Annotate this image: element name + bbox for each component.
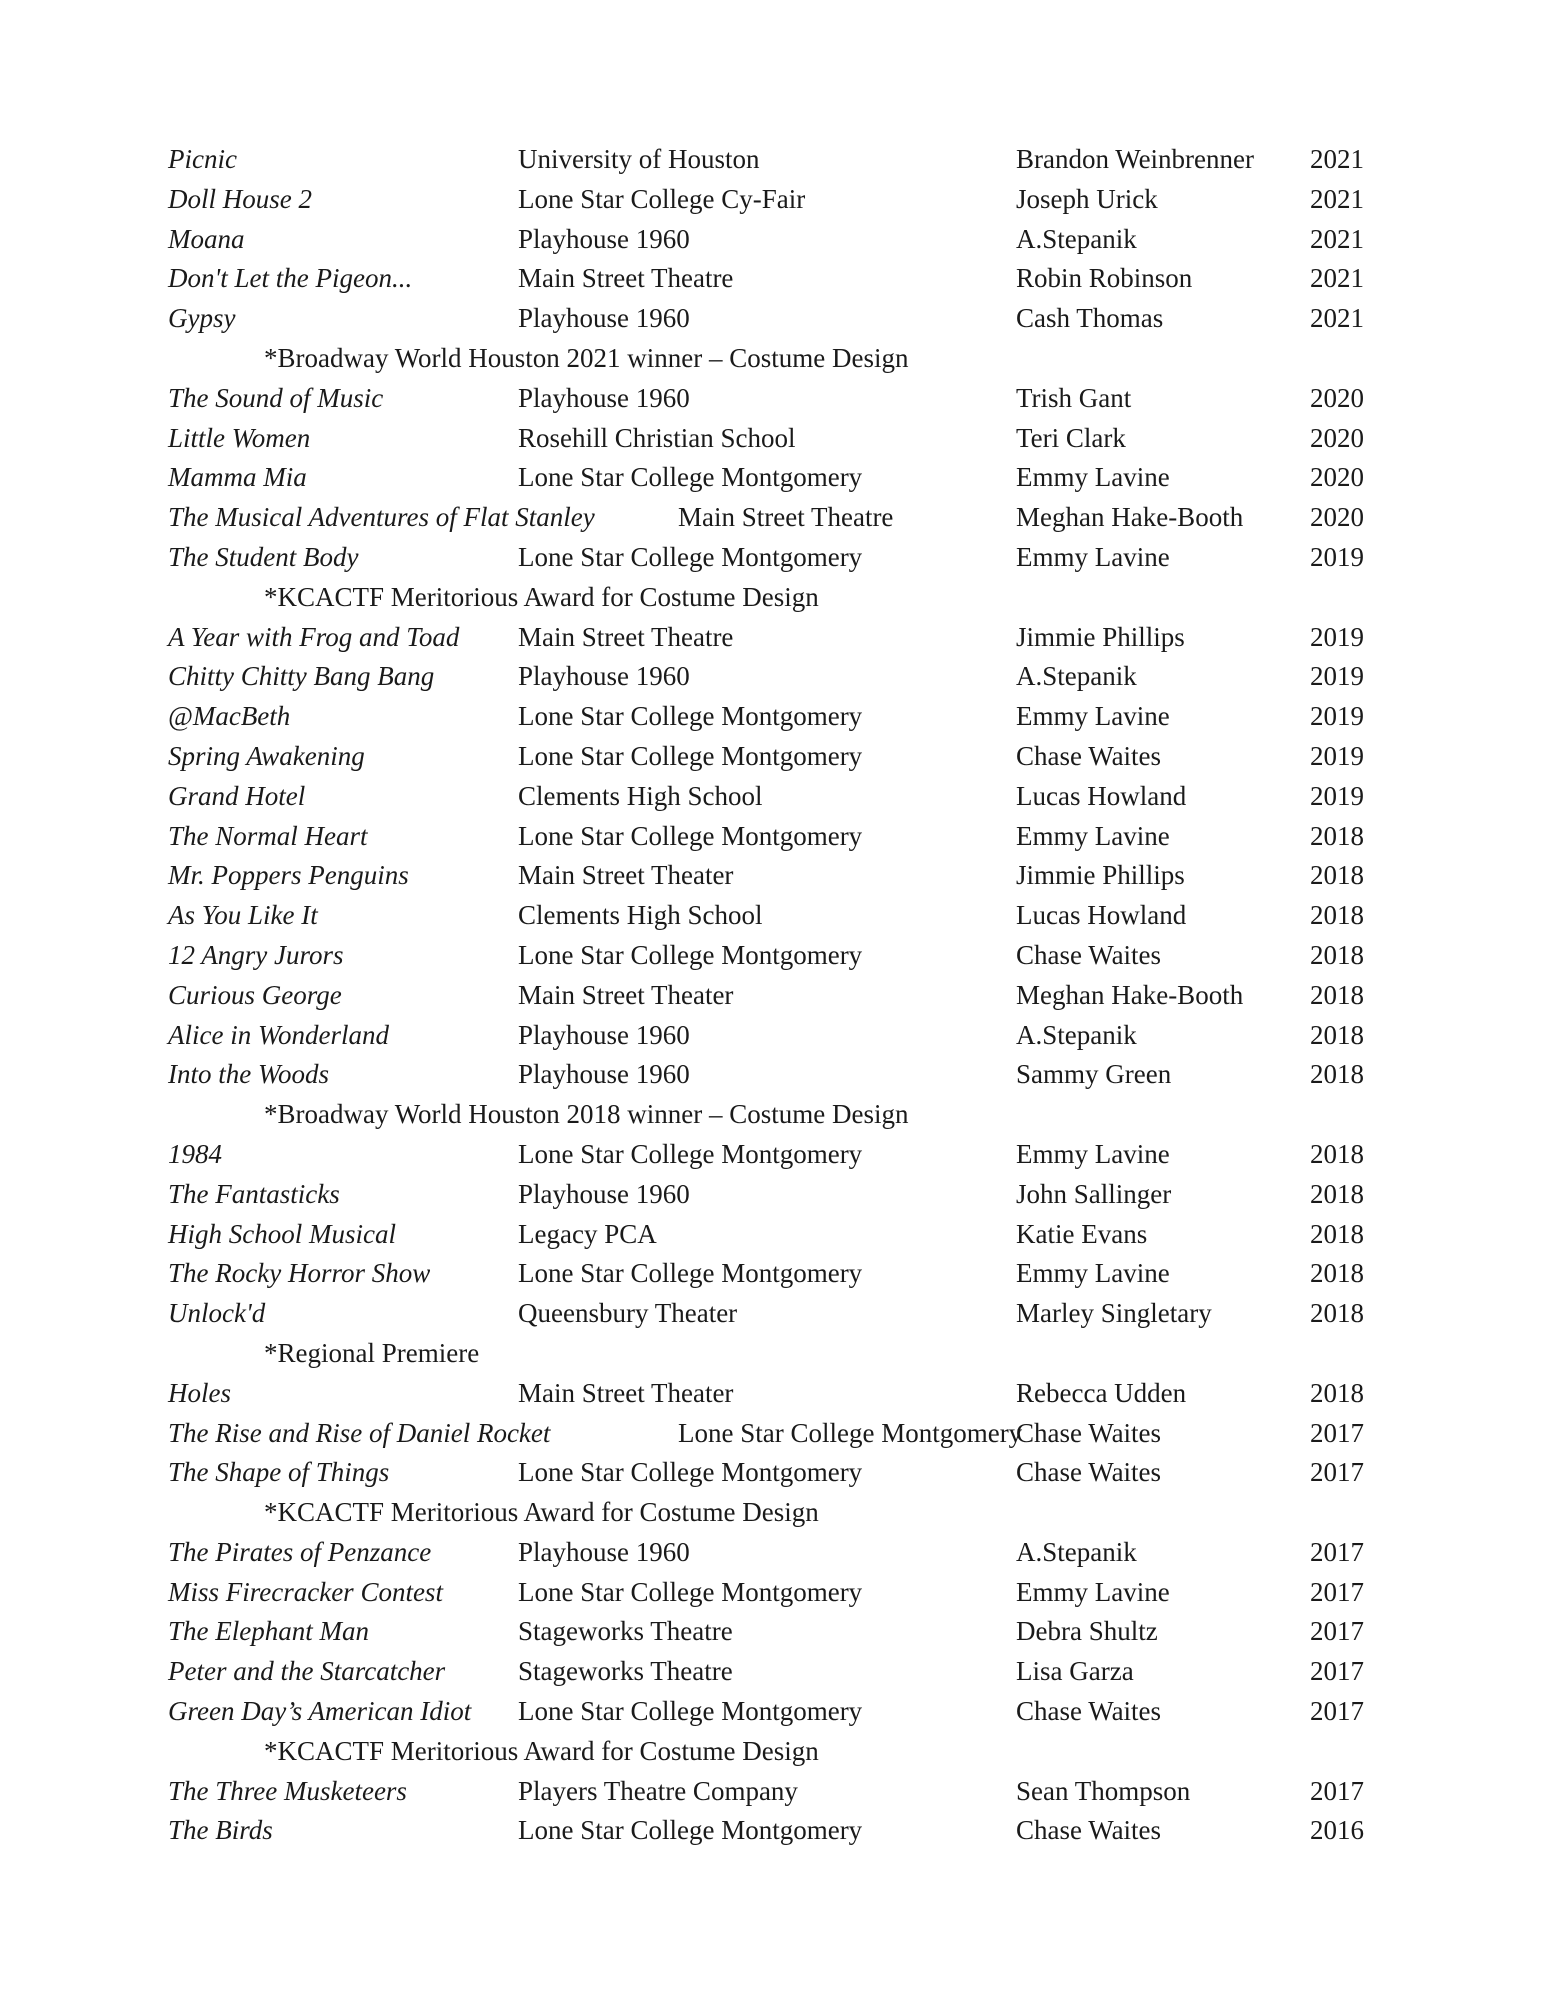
production-year: 2018 <box>1310 1258 1364 1289</box>
production-director: Lucas Howland <box>1016 780 1187 811</box>
production-year: 2018 <box>1310 1298 1364 1329</box>
production-director: John Sallinger <box>1016 1178 1172 1209</box>
production-director: Katie Evans <box>1016 1218 1148 1249</box>
production-year: 2018 <box>1310 1059 1364 1090</box>
award-note: *KCACTF Meritorious Award for Costume Design <box>264 1735 819 1766</box>
production-director: Jimmie Phillips <box>1016 860 1185 891</box>
production-year: 2018 <box>1310 1377 1364 1408</box>
production-year: 2018 <box>1310 939 1364 970</box>
production-year: 2021 <box>1310 303 1364 334</box>
production-director: Meghan Hake-Booth <box>1016 979 1244 1010</box>
production-title: Mamma Mia <box>168 462 307 493</box>
production-year: 2021 <box>1310 183 1364 214</box>
production-year: 2017 <box>1310 1656 1364 1687</box>
production-venue: Lone Star College Montgomery <box>518 740 863 771</box>
production-row <box>168 856 1398 896</box>
production-row <box>168 538 1398 578</box>
production-venue: Playhouse 1960 <box>518 1178 690 1209</box>
production-row <box>168 618 1398 658</box>
production-director: A.Stepanik <box>1016 1536 1137 1567</box>
production-row <box>168 220 1398 260</box>
production-row <box>168 140 1398 180</box>
production-row <box>168 1016 1398 1056</box>
production-row <box>168 936 1398 976</box>
production-title: As You Like It <box>168 900 318 931</box>
production-list <box>168 140 1398 1851</box>
production-title: Unlock'd <box>168 1298 266 1329</box>
production-row <box>168 1533 1398 1573</box>
production-title: Moana <box>168 223 245 254</box>
production-row <box>168 817 1398 857</box>
award-note: *KCACTF Meritorious Award for Costume Design <box>264 581 819 612</box>
production-row <box>168 1254 1398 1294</box>
production-director: Emmy Lavine <box>1016 1138 1170 1169</box>
production-year: 2018 <box>1310 1218 1364 1249</box>
production-year: 2017 <box>1310 1696 1364 1727</box>
production-year: 2021 <box>1310 263 1364 294</box>
production-director: Jimmie Phillips <box>1016 621 1185 652</box>
production-title: The Fantasticks <box>168 1178 340 1209</box>
production-venue: University of Houston <box>518 144 760 174</box>
production-director: Emmy Lavine <box>1016 1576 1170 1607</box>
production-row <box>168 777 1398 817</box>
production-title: Spring Awakening <box>168 740 365 771</box>
production-year: 2019 <box>1310 541 1364 572</box>
production-row <box>168 1175 1398 1215</box>
production-year: 2019 <box>1310 621 1364 652</box>
production-title: The Three Musketeers <box>168 1775 407 1806</box>
production-row <box>168 1374 1398 1414</box>
production-director: Chase Waites <box>1016 1457 1162 1488</box>
production-row <box>168 419 1398 459</box>
production-row <box>168 379 1398 419</box>
production-director: Lisa Garza <box>1016 1656 1134 1687</box>
production-title: The Rise and Rise of Daniel Rocket <box>168 1417 551 1448</box>
award-note: *Broadway World Houston 2021 winner – Costume Design <box>264 342 909 373</box>
production-venue: Players Theatre Company <box>518 1775 798 1806</box>
production-director: Sean Thompson <box>1016 1775 1191 1806</box>
production-venue: Playhouse 1960 <box>518 303 690 334</box>
production-row <box>168 697 1398 737</box>
production-title: Picnic <box>168 144 237 174</box>
production-title: Grand Hotel <box>168 780 306 811</box>
production-venue: Stageworks Theatre <box>518 1656 733 1687</box>
production-row <box>168 1612 1398 1652</box>
production-year: 2017 <box>1310 1616 1364 1647</box>
production-title: Gypsy <box>168 303 236 334</box>
award-note: *Regional Premiere <box>264 1337 480 1368</box>
award-note: *Broadway World Houston 2018 winner – Costume Design <box>264 1099 909 1130</box>
production-title: Curious George <box>168 979 342 1010</box>
production-title: The Elephant Man <box>168 1616 369 1647</box>
production-year: 2018 <box>1310 860 1364 891</box>
production-year: 2019 <box>1310 780 1364 811</box>
production-title: Holes <box>168 1377 231 1408</box>
production-row <box>168 458 1398 498</box>
production-title: Into the Woods <box>168 1059 329 1090</box>
production-director: Chase Waites <box>1016 1815 1162 1846</box>
production-venue: Lone Star College Montgomery <box>518 820 863 851</box>
production-year: 2018 <box>1310 1019 1364 1050</box>
production-year: 2018 <box>1310 900 1364 931</box>
production-year: 2020 <box>1310 382 1364 413</box>
production-title: Green Day’s American Idiot <box>168 1696 472 1727</box>
production-venue: Playhouse 1960 <box>518 1059 690 1090</box>
production-venue: Playhouse 1960 <box>518 223 690 254</box>
production-director: Teri Clark <box>1016 422 1126 453</box>
production-venue: Lone Star College Cy-Fair <box>518 183 806 214</box>
production-venue: Clements High School <box>518 780 763 811</box>
production-title: Alice in Wonderland <box>168 1019 389 1050</box>
production-venue: Lone Star College Montgomery <box>518 1576 863 1607</box>
production-venue: Playhouse 1960 <box>518 1536 690 1567</box>
production-row <box>168 1811 1398 1851</box>
production-row <box>168 1772 1398 1812</box>
production-row <box>168 1573 1398 1613</box>
production-venue: Legacy PCA <box>518 1218 657 1249</box>
production-director: Chase Waites <box>1016 939 1162 970</box>
production-director: Chase Waites <box>1016 1696 1162 1727</box>
production-row <box>168 1453 1398 1493</box>
production-venue: Lone Star College Montgomery <box>518 701 863 732</box>
production-director: Robin Robinson <box>1016 263 1193 294</box>
production-row <box>168 1055 1398 1095</box>
production-row <box>168 1692 1398 1732</box>
production-year: 2017 <box>1310 1457 1364 1488</box>
production-title: Mr. Poppers Penguins <box>168 860 409 891</box>
production-year: 2019 <box>1310 701 1364 732</box>
production-venue: Lone Star College Montgomery <box>518 1138 863 1169</box>
production-venue: Lone Star College Montgomery <box>678 1417 1023 1448</box>
production-director: Lucas Howland <box>1016 900 1187 931</box>
award-note: *KCACTF Meritorious Award for Costume Design <box>264 1497 819 1528</box>
production-row <box>168 1215 1398 1255</box>
production-title: The Shape of Things <box>168 1457 390 1488</box>
production-director: Marley Singletary <box>1016 1298 1212 1329</box>
production-venue: Playhouse 1960 <box>518 1019 690 1050</box>
production-year: 2018 <box>1310 1138 1364 1169</box>
production-title: Don't Let the Pigeon... <box>168 263 413 294</box>
production-year: 2019 <box>1310 661 1364 692</box>
production-row <box>168 1135 1398 1175</box>
production-venue: Lone Star College Montgomery <box>518 1457 863 1488</box>
production-venue: Main Street Theatre <box>518 621 734 652</box>
production-row <box>168 1652 1398 1692</box>
production-venue: Main Street Theatre <box>678 502 894 533</box>
production-row <box>168 896 1398 936</box>
production-year: 2018 <box>1310 979 1364 1010</box>
production-title: Doll House 2 <box>168 183 312 214</box>
production-year: 2018 <box>1310 820 1364 851</box>
production-title: @MacBeth <box>168 701 291 732</box>
production-year: 2016 <box>1310 1815 1364 1846</box>
production-director: A.Stepanik <box>1016 661 1137 692</box>
production-director: Emmy Lavine <box>1016 820 1170 851</box>
production-director: Emmy Lavine <box>1016 701 1170 732</box>
production-director: Emmy Lavine <box>1016 1258 1170 1289</box>
production-venue: Main Street Theater <box>518 1377 734 1408</box>
production-venue: Rosehill Christian School <box>518 422 796 453</box>
production-title: Miss Firecracker Contest <box>168 1576 443 1607</box>
production-row <box>168 1294 1398 1334</box>
production-director: Debra Shultz <box>1016 1616 1158 1647</box>
production-row <box>168 498 1398 538</box>
production-row <box>168 180 1398 220</box>
production-row <box>168 657 1398 697</box>
production-title: 1984 <box>168 1138 222 1169</box>
production-year: 2017 <box>1310 1775 1364 1806</box>
production-year: 2017 <box>1310 1536 1364 1567</box>
production-venue: Lone Star College Montgomery <box>518 462 863 493</box>
production-venue: Main Street Theater <box>518 860 734 891</box>
production-title: Peter and the Starcatcher <box>168 1656 446 1687</box>
production-venue: Queensbury Theater <box>518 1298 738 1329</box>
production-year: 2020 <box>1310 502 1364 533</box>
production-venue: Clements High School <box>518 900 763 931</box>
production-year: 2017 <box>1310 1576 1364 1607</box>
production-title: High School Musical <box>168 1218 396 1249</box>
production-title: A Year with Frog and Toad <box>168 621 460 652</box>
production-director: Rebecca Udden <box>1016 1377 1187 1408</box>
production-row <box>168 976 1398 1016</box>
production-venue: Lone Star College Montgomery <box>518 1815 863 1846</box>
production-venue: Lone Star College Montgomery <box>518 1258 863 1289</box>
production-row <box>168 1414 1398 1454</box>
production-title: The Birds <box>168 1815 273 1846</box>
production-director: A.Stepanik <box>1016 223 1137 254</box>
production-director: Meghan Hake-Booth <box>1016 502 1244 533</box>
production-year: 2020 <box>1310 462 1364 493</box>
production-director: Chase Waites <box>1016 1417 1162 1448</box>
production-year: 2020 <box>1310 422 1364 453</box>
production-venue: Playhouse 1960 <box>518 382 690 413</box>
production-venue: Lone Star College Montgomery <box>518 1696 863 1727</box>
production-title: The Pirates of Penzance <box>168 1536 432 1567</box>
production-director: Cash Thomas <box>1016 303 1164 334</box>
production-director: Joseph Urick <box>1016 183 1158 214</box>
production-director: Sammy Green <box>1016 1059 1172 1090</box>
production-venue: Stageworks Theatre <box>518 1616 733 1647</box>
production-title: The Musical Adventures of Flat Stanley <box>168 502 595 533</box>
production-title: Little Women <box>168 422 311 453</box>
production-title: The Rocky Horror Show <box>168 1258 431 1289</box>
production-title: The Sound of Music <box>168 382 384 413</box>
production-year: 2019 <box>1310 740 1364 771</box>
production-row <box>168 737 1398 777</box>
production-title: 12 Angry Jurors <box>168 939 344 970</box>
production-director: Emmy Lavine <box>1016 462 1170 493</box>
production-venue: Playhouse 1960 <box>518 661 690 692</box>
production-title: The Student Body <box>168 541 359 572</box>
production-director: Emmy Lavine <box>1016 541 1170 572</box>
production-director: Chase Waites <box>1016 740 1162 771</box>
production-director: A.Stepanik <box>1016 1019 1137 1050</box>
production-year: 2021 <box>1310 144 1364 174</box>
production-title: Chitty Chitty Bang Bang <box>168 661 435 692</box>
production-venue: Main Street Theater <box>518 979 734 1010</box>
production-venue: Lone Star College Montgomery <box>518 939 863 970</box>
production-venue: Lone Star College Montgomery <box>518 541 863 572</box>
production-title: The Normal Heart <box>168 820 368 851</box>
production-year: 2018 <box>1310 1178 1364 1209</box>
production-director: Brandon Weinbrenner <box>1016 144 1255 174</box>
production-year: 2017 <box>1310 1417 1364 1448</box>
production-row <box>168 299 1398 339</box>
production-row <box>168 259 1398 299</box>
production-director: Trish Gant <box>1016 382 1132 413</box>
production-year: 2021 <box>1310 223 1364 254</box>
production-venue: Main Street Theatre <box>518 263 734 294</box>
